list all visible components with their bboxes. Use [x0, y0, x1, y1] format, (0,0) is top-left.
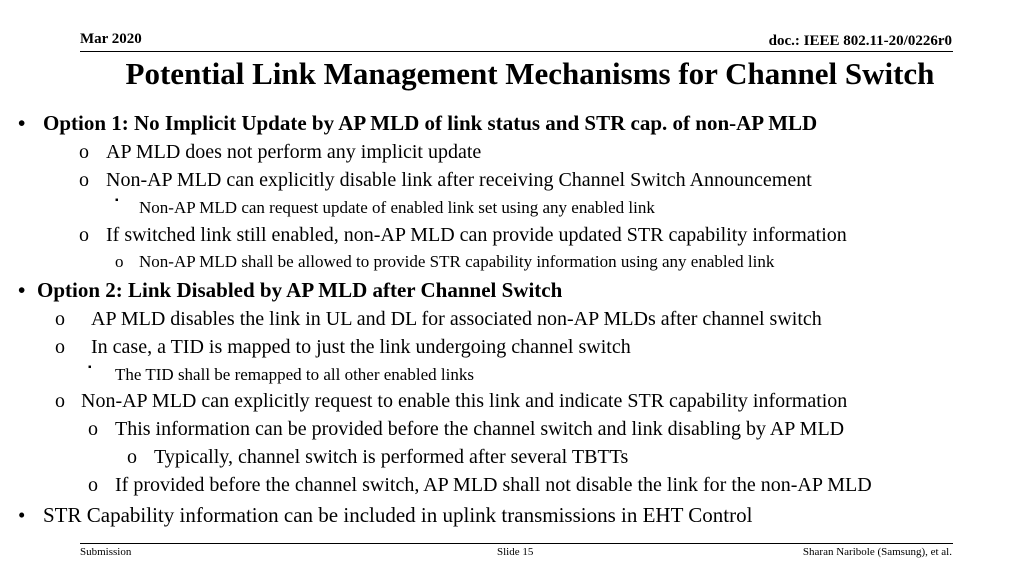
bullet-marker: o	[55, 390, 65, 412]
footer-divider	[80, 543, 953, 544]
bullet-text: This information can be provided before the channel switch and link disabling by AP MLD	[115, 418, 845, 440]
bullet-marker: o	[55, 336, 65, 358]
footer-slide-number: Slide 15	[497, 546, 534, 558]
bullet-text: Non-AP MLD can request update of enabled link set using any enabled link	[139, 198, 655, 217]
bullet-marker: •	[18, 503, 26, 527]
bullet-marker: ▪	[115, 195, 119, 206]
bullet-text: Non-AP MLD can explicitly disable link after receiving Channel Switch Announcement	[106, 169, 812, 191]
bullet-text: Non-AP MLD shall be allowed to provide STR capability information using any enabled link	[139, 252, 775, 271]
bullet-marker: •	[18, 111, 26, 135]
bullet-marker: •	[18, 278, 26, 302]
bullet-text: The TID shall be remapped to all other enabled links	[115, 365, 474, 384]
bullet-text: In case, a TID is mapped to just the link undergoing channel switch	[91, 336, 631, 358]
bullet-text: Option 1: No Implicit Update by AP MLD of link status and STR cap. of non-AP MLD	[43, 111, 818, 135]
bullet-marker: o	[55, 308, 65, 330]
bullet-text: Non-AP MLD can explicitly request to enable this link and indicate STR capability information	[81, 390, 848, 412]
bullet-text: If provided before the channel switch, AP MLD shall not disable the link for the non-AP MLD	[115, 474, 872, 496]
bullet-text: Typically, channel switch is performed after several TBTTs	[154, 446, 629, 468]
bullet-text: AP MLD disables the link in UL and DL for associated non-AP MLDs after channel switch	[91, 308, 822, 330]
bullet-marker: o	[88, 418, 98, 440]
footer-author: Sharan Naribole (Samsung), et al.	[802, 546, 952, 558]
header-divider	[80, 51, 953, 52]
bullet-marker: o	[127, 446, 137, 468]
bullet-marker: ▪	[88, 362, 92, 373]
slide-title: Potential Link Management Mechanisms for Channel Switch	[125, 56, 935, 91]
bullet-marker: o	[79, 141, 89, 163]
bullet-marker: o	[88, 474, 98, 496]
bullet-marker: o	[115, 252, 124, 271]
bullet-text: If switched link still enabled, non-AP MLD can provide updated STR capability information	[106, 224, 847, 246]
footer-submission: Submission	[80, 546, 132, 558]
bullet-text: STR Capability information can be included in uplink transmissions in EHT Control	[43, 503, 753, 527]
header-doc-id: doc.: IEEE 802.11-20/0226r0	[768, 33, 952, 49]
bullet-text: Option 2: Link Disabled by AP MLD after Channel Switch	[37, 278, 563, 302]
bullet-marker: o	[79, 169, 89, 191]
bullet-text: AP MLD does not perform any implicit update	[106, 141, 482, 163]
header-date: Mar 2020	[80, 31, 142, 47]
bullet-marker: o	[79, 224, 89, 246]
